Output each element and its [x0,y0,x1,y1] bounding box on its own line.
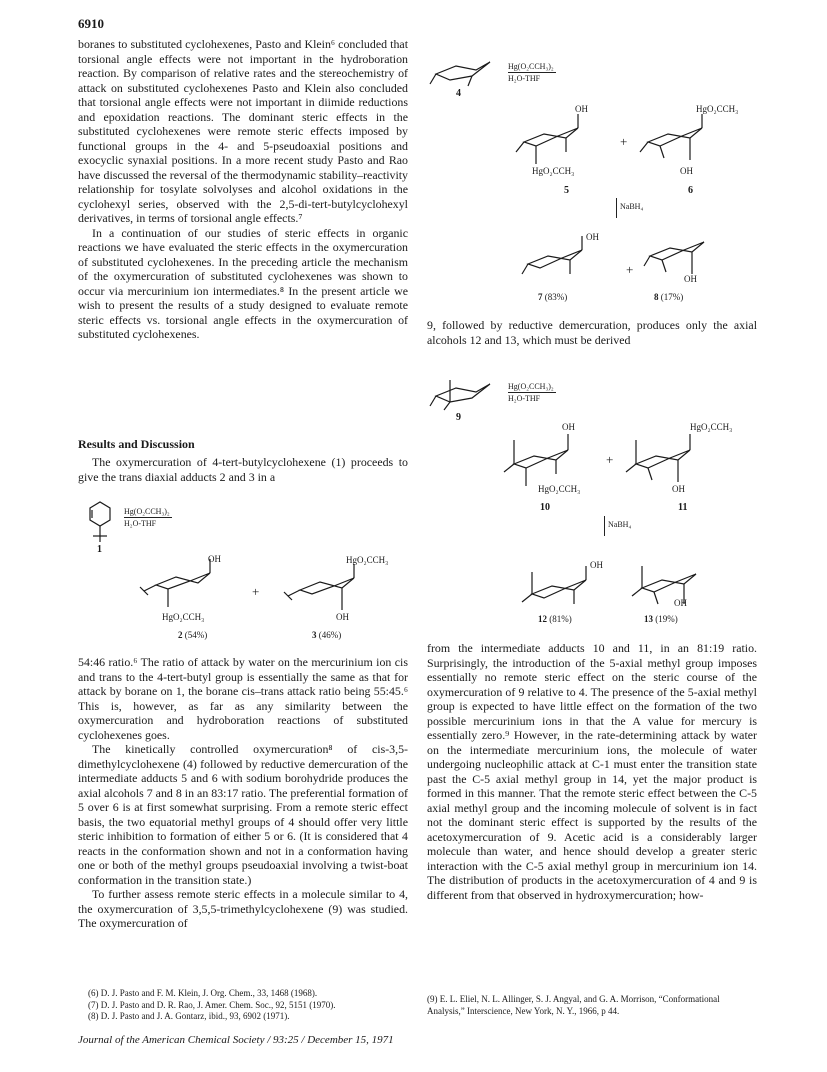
reagent-top-label: Hg(O₂CCH₃)₂ [124,507,170,516]
compound-label-9: 9 [456,412,461,423]
reagent-bottom-label: H₂O-THF [508,394,541,403]
molecule-5 [510,108,600,173]
compound-label-6: 6 [688,185,693,196]
plus-sign: + [252,584,260,599]
compound-label-7: 7 (83%) [538,292,568,302]
hgoac-label: HgO₂CCH₃ [346,555,389,565]
nabh4-arrow [604,516,605,536]
paragraph-dimethyl: The kinetically controlled oxymercuration⁸ of cis-3,5-dimethylcyclohexene (4) followed by reductive demercuration of the intermediate adducts 5 and 6 with sodium borohydride produces the axial alcohols 7 and 8 in an 83:17 ratio. The preferential formation of 5 over 6 is at first somewhat surprising. From a remote steric effect basis, the two equatorial methyl groups of 4 should offer very little steric inhibition to formation of either 5 or 6. (It is considered that 4 reacts in the conformation shown and not in a conformation having one or both of the methyl groups pseudoaxial involving a twist-boat conformation in the transition state.) [78,742,408,887]
oh-label: OH [575,104,588,114]
oh-label: OH [590,560,603,570]
compound-label-3: 3 (46%) [312,630,342,640]
plus-sign: + [620,134,628,149]
reagent-top-label: Hg(O₂CCH₃)₂ [508,382,554,391]
page-number: 6910 [78,16,104,31]
reagent-arrow-3 [508,382,556,403]
left-column-results [78,455,408,484]
paragraph-results-1: The oxymercuration of 4-tert-butylcyclohexene (1) proceeds to give the trans diaxial adducts 2 and 3 in a [78,455,408,484]
compound-label-1: 1 [97,544,102,555]
paragraph-demercuration: 9, followed by reductive demercuration, produces only the axial alcohols 12 and 13, which must be derived [427,318,757,347]
compound-label-8: 8 (17%) [654,292,684,302]
molecule-3 [282,560,372,625]
molecule-4 [428,52,498,87]
paragraph-remote-steric: from the intermediate adducts 10 and 11, in an 81:19 ratio. Surprisingly, the introduction of the 5-axial methyl group imposes essentially no remote steric effect on the steric course of the oxymercuration of 9 relative to 4. The presence of the 5-axial methyl group is expected to have little effect on the formation of the two possible mercurinium ions in that the A value for mercury is essentially zero.⁹ However, in the rate-determining attack by water on the intermediate mercurinium ions, the molecule of water undergoing nucleophilic attack at C-1 must enter the transition state past the C-5 axial methyl group in 14, yet the major product is formed in this manner. That the remote steric effect between the C-5 axial methyl group and the incoming molecule of solvent is in fact not the dominant steric effect is supported by the results of the acetoxymercuration of 9. Acetic acid is a considerably larger molecule than water, and hence should develop a greater steric interaction with the C-5 axial methyl group in mercurinium ion 14. The distribution of products in the acetoxymercuration of 4 and 9 is different from that observed in hydroxymercuration; how- [427,641,757,902]
left-column-top [78,37,408,342]
section-heading: Results and Discussion [78,437,195,451]
compound-label-11: 11 [678,502,688,513]
molecule-11 [618,426,718,496]
right-column-top [427,318,757,347]
oh-label: OH [684,274,697,284]
footnote-7: (7) D. J. Pasto and D. R. Rao, J. Amer. Chem. Soc., 92, 5151 (1970). [88,999,336,1010]
footnote-8: (8) D. J. Pasto and J. A. Gontarz, ibid., 93, 6902 (1971). [88,1011,290,1021]
footnote-9: (9) E. L. Eliel, N. L. Allinger, S. J. Angyal, and G. A. Morrison, “Conformational Analysis,” Interscience, New York, N. Y., 1966, p 44. [427,994,720,1016]
compound-label-13: 13 (19%) [644,614,678,624]
compound-label-4: 4 [456,88,461,99]
oh-label: OH [672,484,685,494]
compound-label-10: 10 [540,502,550,513]
nabh4-arrow [616,198,617,218]
compound-label-2: 2 (54%) [178,630,208,640]
paragraph-trimethyl: To further assess remote steric effects in a molecule similar to 4, the oxymercuration of 3,5,5-trimethylcyclohexene (9) was studied. The oxymercuration of [78,887,408,930]
reagent-bottom-label: H₂O-THF [508,74,541,83]
hgoac-label: HgO₂CCH₃ [696,104,739,114]
reagent-arrow-2 [508,62,556,83]
hgoac-label: HgO₂CCH₃ [532,166,575,176]
footnotes-left [88,988,408,1023]
oh-label: OH [336,612,349,622]
paragraph-ratio: 54:46 ratio.⁶ The ratio of attack by water on the mercurinium ion cis and trans to the 4-tert-butyl group is essentially the same as that for attack by borane on 1, the borane cis–trans attack ratio being 55:45.⁶ This is, however, as far as any similarity between the oxymercuration and hydroboration reactions of substituted cyclohexenes goes. [78,655,408,742]
molecule-9 [428,374,498,409]
compound-label-12: 12 (81%) [538,614,572,624]
oh-label: OH [562,422,575,432]
molecule-2 [138,555,228,620]
nabh4-label: NaBH₄ [608,520,632,529]
paragraph-continuation: In a continuation of our studies of steric effects in organic reactions we have evaluated the steric effects in the oxymercuration of substituted cyclohexenes. In the preceding article the mechanism of the oxymercuration of substituted cyclohexenes was shown to occur via mercurinium ion intermediates.⁸ In the present article we wish to present the results of a study designed to evaluate remote steric effects vs. torsional angle effects in the oxymercuration of substituted cyclohexenes. [78,225,408,341]
reagent-top-label: Hg(O₂CCH₃)₂ [508,62,554,71]
nabh4-label: NaBH₄ [620,202,644,211]
compound-label-5: 5 [564,185,569,196]
hgoac-label: HgO₂CCH₃ [690,422,733,432]
paragraph-intro: boranes to substituted cyclohexenes, Pasto and Klein⁶ concluded that torsional angle effects were not important in the hydroboration reaction. By comparison of relative rates and the stereochemistry of attack on substituted cyclohexenes Pasto and Klein also concluded that torsional angle effects were not important in diimide reductions and epoxidation reactions. The dominant steric effects in the substituted cyclohexenes were remote steric effects imposed by functional groups in the 4- and 5-pseudoaxial positions and exocyclic synaxial positions. In a more recent study Pasto and Rao have discussed the reversal of the thermodynamic stability–reactivity relationship for tosylate solvolyses and alcohol oxidations in the cyclohexyl series, observed with the 2,5-di-tert-butylcyclohexyl derivatives, in terms of torsional angle effects.⁷ [78,37,408,225]
hgoac-label: HgO₂CCH₃ [162,612,205,622]
oh-label: OH [586,232,599,242]
oh-label: OH [680,166,693,176]
plus-sign: + [606,452,614,467]
journal-footer: Journal of the American Chemical Society / 93:25 / December 15, 1971 [78,1034,394,1046]
plus-sign: + [626,262,634,277]
molecule-1 [80,500,120,546]
oh-label: OH [674,598,687,608]
reagent-bottom-label: H₂O-THF [124,519,157,528]
left-column-bottom [78,655,408,931]
oh-label: OH [208,554,221,564]
molecule-6 [634,108,724,173]
hgoac-label: HgO₂CCH₃ [538,484,581,494]
molecule-13 [624,560,724,620]
reagent-arrow-1 [124,507,172,528]
right-column-bottom [427,641,757,902]
footnote-6: (6) D. J. Pasto and F. M. Klein, J. Org. Chem., 33, 1468 (1968). [88,988,318,998]
